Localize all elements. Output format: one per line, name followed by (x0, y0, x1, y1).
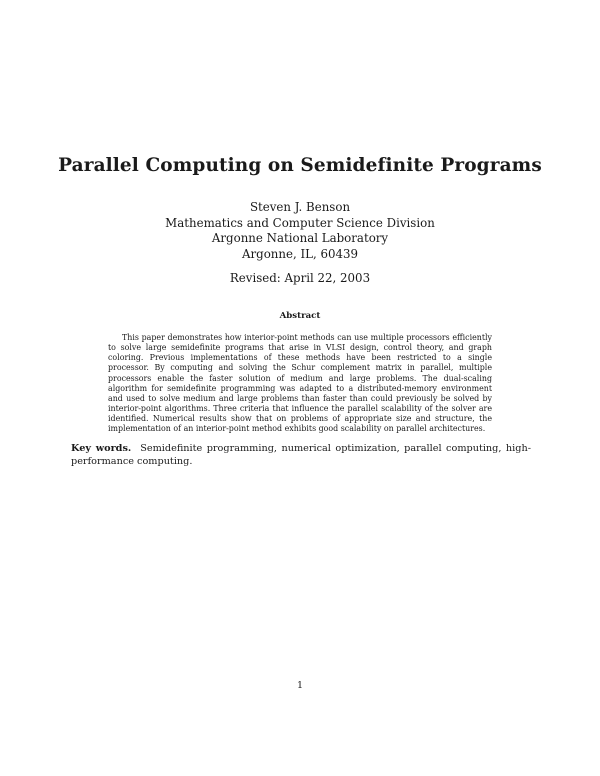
keywords-text: Semidefinite programming, numerical optimization, parallel computing, high-performance computing. (71, 443, 531, 467)
abstract-body: This paper demonstrates how interior-point methods can use multiple processors efficiently to solve large semidefinite programs that arise in VLSI design, control theory, and graph coloring. Previous implementations of these methods have been restricted to a single processor. By computing and solving the Schur complement matrix in parallel, multiple processors enable the faster solution of medium and large problems. The dual-scaling algorithm for semidefinite programming was adapted to a distributed-memory environment and used to solve medium and large problems than faster than could previously be solved by interior-point algorithms. Three criteria that influence the parallel scalability of the solver are identified. Numerical results show that on problems of appropriate size and structure, the implementation of an interior-point method exhibits good scalability on parallel architectures. (108, 333, 492, 434)
author-name: Steven J. Benson (249, 200, 351, 214)
author-laboratory: Argonne National Laboratory (211, 231, 389, 245)
author-division: Mathematics and Computer Science Division (165, 215, 435, 230)
keywords-paragraph (71, 443, 531, 468)
revision-date: Revised: April 22, 2003 (229, 271, 371, 285)
abstract-heading: Abstract (279, 311, 321, 321)
keywords-label: Key words. (71, 443, 132, 454)
paper-title: Parallel Computing on Semidefinite Programs (58, 155, 542, 176)
author-block (0, 200, 600, 262)
page-number: 1 (296, 680, 304, 691)
author-location: Argonne, IL, 60439 (241, 246, 358, 261)
